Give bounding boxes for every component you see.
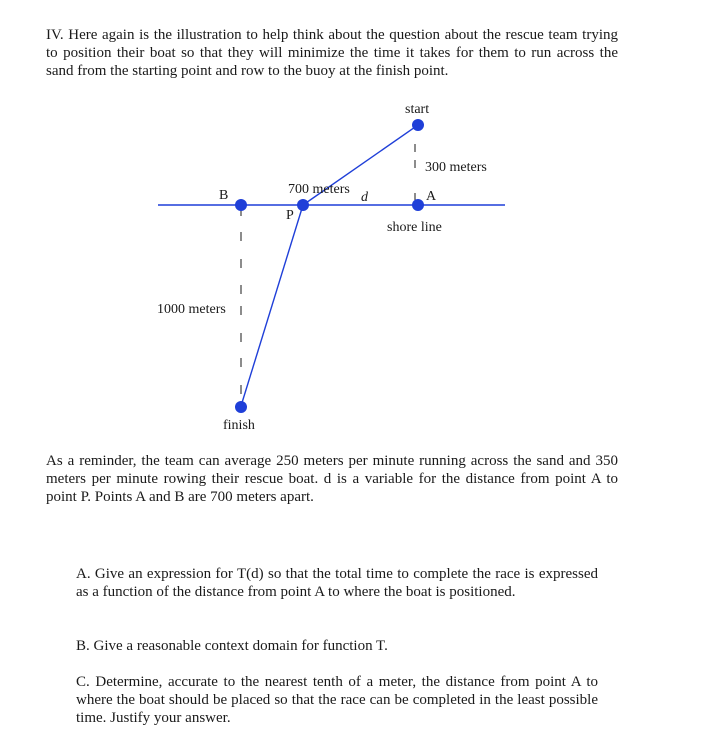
dist-1000-label: 1000 meters [157, 302, 226, 317]
finish-label: finish [223, 418, 255, 433]
question-b: B. Give a reasonable context domain for function T. [76, 638, 388, 654]
start-point [412, 119, 424, 131]
reminder-paragraph: As a reminder, the team can average 250 meters per minute running across the sand and 350 meters per minute rowing their rescue boat. d is a variable for the distance from point A to point P. Points A and B are 700 meters apart. [46, 453, 618, 505]
dist-700-label: 700 meters [288, 182, 350, 197]
point-p [297, 199, 309, 211]
point-a [412, 199, 424, 211]
intro-paragraph: IV. Here again is the illustration to help think about the question about the rescue team trying to position their boat so that they will minimize the time it takes for them to run across the sand from the starting point and row to the buoy at the finish point. [46, 27, 618, 79]
question-c: C. Determine, accurate to the nearest tenth of a meter, the distance from point A to where the boat should be placed so that the race can be completed in the least possible time. Justify your answer. [76, 674, 598, 726]
shore-line-label: shore line [387, 220, 442, 235]
label-b: B [219, 188, 229, 203]
label-d: d [361, 190, 368, 205]
dist-300-label: 300 meters [425, 160, 487, 175]
finish-point [235, 401, 247, 413]
label-p: P [286, 208, 294, 223]
rowing-path [241, 205, 303, 406]
label-a: A [426, 189, 437, 204]
question-a: A. Give an expression for T(d) so that the total time to complete the race is expressed as a function of the distance from point A to where the boat is positioned. [76, 566, 598, 600]
point-b [235, 199, 247, 211]
start-label: start [405, 102, 430, 117]
